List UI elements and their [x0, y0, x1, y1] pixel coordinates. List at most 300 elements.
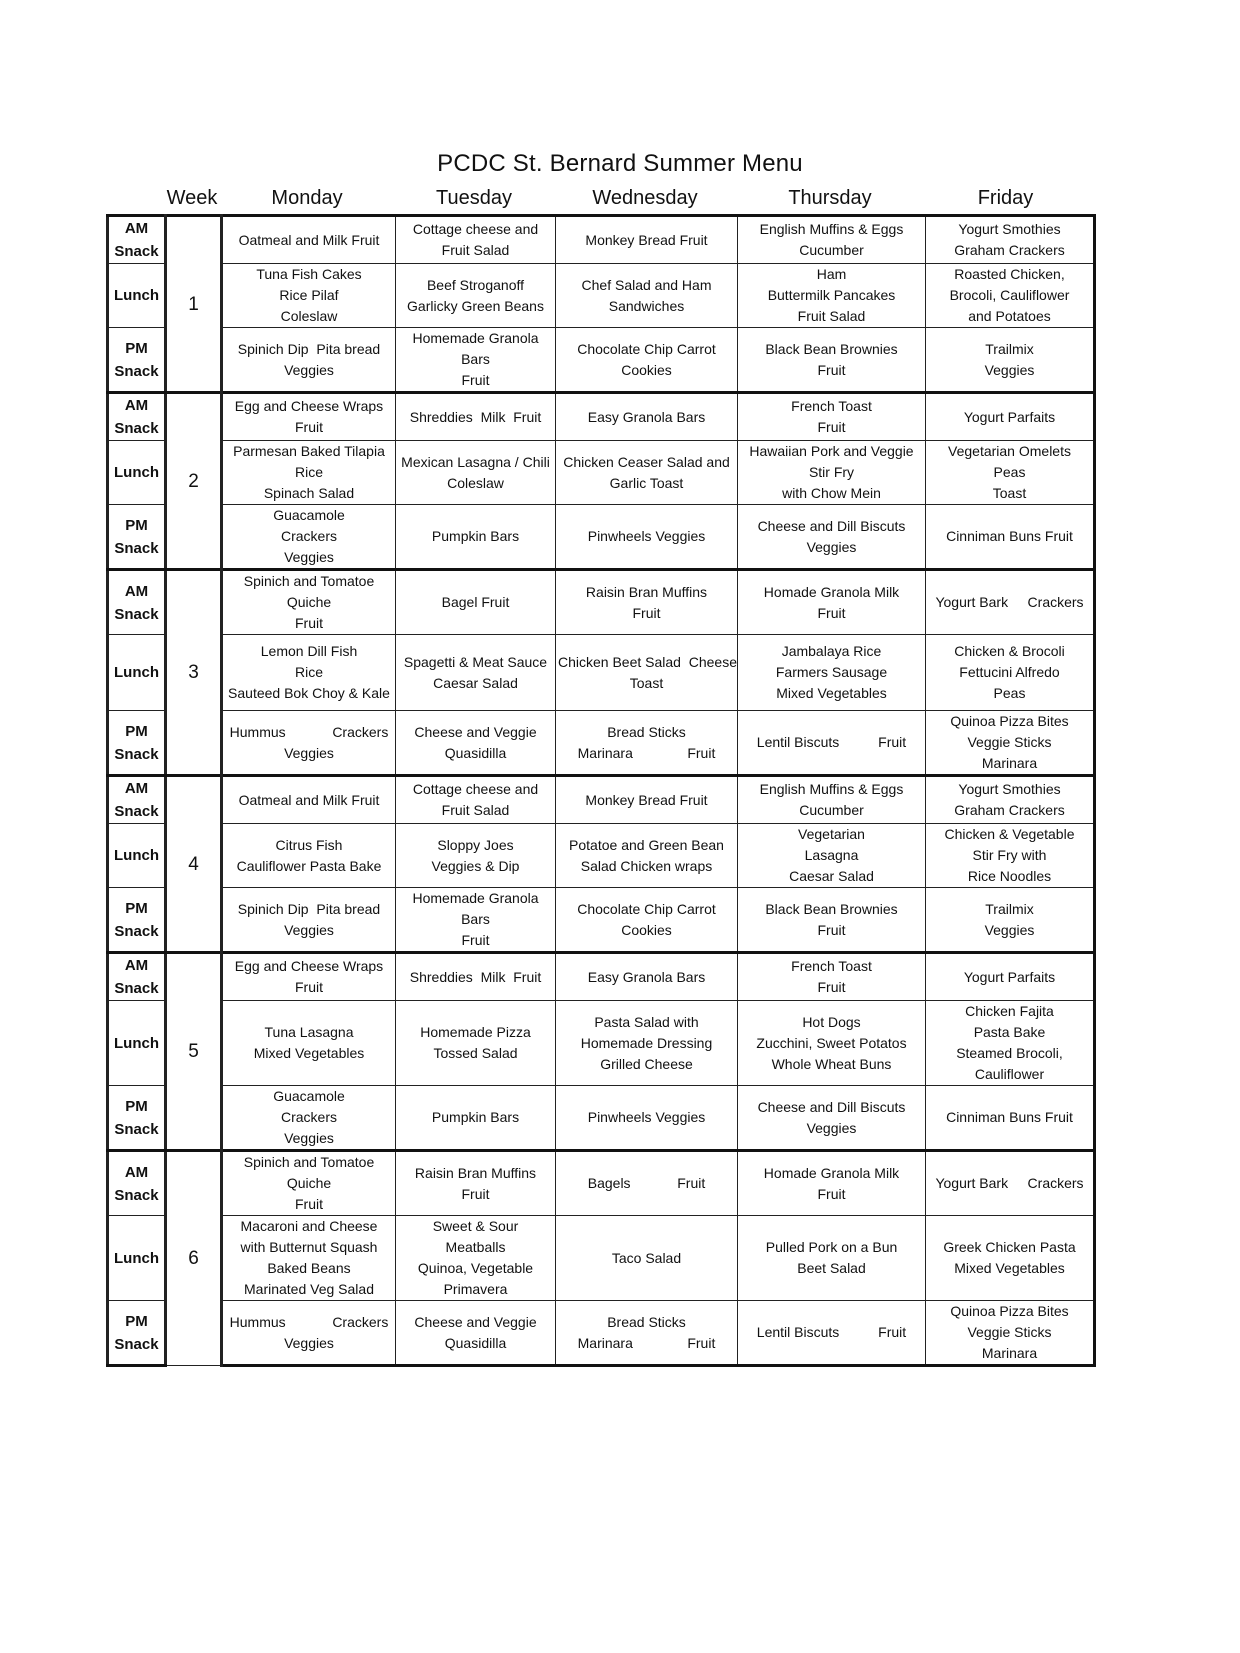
menu-item-line: Fruit — [817, 604, 846, 621]
header-wednesday: Wednesday — [592, 187, 698, 209]
menu-item-line: Veggies — [984, 921, 1035, 938]
menu-item-line: Whole Wheat Buns — [771, 1055, 892, 1072]
menu-cell-monday — [222, 441, 396, 505]
menu-item-line: Baked Beans — [267, 1260, 351, 1276]
week-number: 6 — [166, 1151, 222, 1366]
menu-item-line: Rice — [294, 664, 323, 680]
menu-item-line: Beef Stroganoff — [426, 276, 525, 293]
menu-item-line: Veggie Sticks — [967, 734, 1052, 750]
menu-item-line: Quiche — [286, 594, 332, 610]
menu-item-line: Mixed Vegetables — [776, 685, 887, 701]
menu-item-line: Cheese and Dill Biscuts — [757, 517, 906, 534]
meal-label-line: PM — [125, 899, 148, 917]
menu-item-line: Salad Chicken wraps — [580, 857, 713, 874]
menu-item-line: English Muffins & Eggs — [759, 221, 904, 237]
menu-cell-wednesday — [556, 888, 738, 953]
menu-item-line: Bagels Fruit — [587, 1175, 706, 1191]
menu-item-line: Quinoa Pizza Bites — [950, 1303, 1069, 1319]
menu-row — [108, 776, 1095, 824]
header-monday: Monday — [271, 187, 343, 209]
menu-row — [108, 505, 1095, 570]
menu-item-line: Potatoe and Green Bean — [569, 836, 724, 853]
week-number: 3 — [166, 570, 222, 776]
header-friday: Friday — [977, 187, 1034, 209]
menu-cell-friday — [926, 824, 1095, 888]
menu-cell-friday — [926, 1001, 1095, 1086]
menu-item-line: Veggies — [984, 361, 1035, 378]
menu-cell-friday — [926, 635, 1095, 711]
menu-cell-wednesday — [556, 264, 738, 328]
menu-item-line: Sandwiches — [608, 297, 685, 314]
menu-cell-thursday — [738, 776, 926, 824]
menu-item-line: Veggies — [284, 361, 334, 378]
menu-cell-tuesday — [396, 1001, 556, 1086]
menu-item-line: Shreddies Milk Fruit — [409, 968, 542, 985]
menu-cell-monday — [222, 216, 396, 264]
meal-label-am-snack — [108, 393, 166, 441]
menu-cell-friday — [926, 1086, 1095, 1151]
menu-item-line: Lentil Biscuts Fruit — [756, 734, 907, 750]
menu-item-line: Oatmeal and Milk Fruit — [238, 231, 380, 248]
menu-item-line: Cinniman Buns Fruit — [946, 1109, 1073, 1125]
menu-item-line: Quinoa, Vegetable — [417, 1260, 534, 1276]
menu-item-line: Cheese and Dill Biscuts — [757, 1098, 906, 1115]
menu-cell-monday — [222, 393, 396, 441]
menu-item-line: Veggies — [284, 1130, 334, 1146]
menu-item-line: Hummus Crackers — [229, 723, 389, 740]
menu-item-line: Fruit — [632, 604, 661, 621]
page-title: PCDC St. Bernard Summer Menu — [437, 150, 803, 177]
menu-item-line: Steamed Brocoli, — [956, 1045, 1063, 1061]
menu-item-line: Vegetarian — [798, 826, 865, 842]
meal-label-am-snack — [108, 776, 166, 824]
menu-item-line: Quasidilla — [444, 1334, 507, 1351]
menu-item-line: Cinniman Buns Fruit — [946, 528, 1073, 544]
menu-item-line: Fruit — [817, 419, 846, 435]
menu-row — [108, 711, 1095, 776]
menu-row — [108, 328, 1095, 393]
meal-label-lunch — [108, 1216, 166, 1301]
menu-row — [108, 570, 1095, 635]
menu-item-line: Toast — [992, 485, 1027, 501]
menu-cell-tuesday — [396, 441, 556, 505]
menu-item-line: Marinara Fruit — [577, 744, 716, 761]
menu-item-line: Cheese and Veggie — [414, 1313, 537, 1330]
menu-item-line: Yogurt Parfaits — [963, 408, 1056, 425]
menu-cell-thursday — [738, 1301, 926, 1366]
menu-cell-tuesday — [396, 1151, 556, 1216]
meal-label-line: Snack — [114, 980, 159, 997]
meal-label-am-snack — [108, 216, 166, 264]
menu-item-line: Grilled Cheese — [600, 1055, 693, 1072]
menu-row — [108, 441, 1095, 505]
menu-item-line: Veggies — [284, 549, 334, 565]
menu-item-line: Guacamole — [273, 507, 345, 523]
menu-item-line: Sauteed Bok Choy & Kale — [228, 685, 390, 701]
menu-item-line: Veggies — [806, 538, 857, 555]
menu-item-line: with Chow Mein — [782, 485, 881, 501]
menu-item-line: Peas — [993, 685, 1026, 701]
menu-item-line: Raisin Bran Muffins — [585, 583, 708, 600]
menu-item-line: Veggies — [284, 921, 334, 938]
meal-label-pm-snack — [108, 711, 166, 776]
menu-item-line: Fruit — [817, 921, 846, 938]
meal-label-line: Snack — [114, 420, 159, 437]
menu-cell-monday — [222, 505, 396, 570]
menu-item-line: Toast — [629, 674, 664, 691]
menu-row — [108, 824, 1095, 888]
menu-cell-monday — [222, 1216, 396, 1301]
menu-cell-thursday — [738, 393, 926, 441]
menu-item-line: Cauliflower Pasta Bake — [236, 857, 382, 874]
menu-item-line: Primavera — [443, 1281, 508, 1297]
menu-item-line: Taco Salad — [611, 1249, 682, 1266]
menu-item-line: Yogurt Bark Crackers — [935, 1175, 1084, 1191]
menu-cell-monday — [222, 1086, 396, 1151]
menu-cell-monday — [222, 1301, 396, 1366]
menu-item-line: Homemade Granola — [412, 890, 539, 906]
header-week: Week — [166, 187, 218, 209]
menu-item-line: Rice Noodles — [967, 868, 1052, 884]
menu-item-line: Hot Dogs — [802, 1013, 861, 1030]
menu-item-line: Buttermilk Pancakes — [767, 287, 896, 303]
menu-cell-thursday — [738, 505, 926, 570]
menu-cell-tuesday — [396, 1301, 556, 1366]
menu-item-line: Fruit — [295, 1196, 323, 1212]
meal-label-lunch — [108, 1001, 166, 1086]
menu-item-line: Chef Salad and Ham — [581, 276, 712, 293]
menu-item-line: Graham Crackers — [954, 242, 1065, 258]
menu-row — [108, 953, 1095, 1001]
meal-label-line: Lunch — [114, 1249, 159, 1267]
menu-item-line: Marinara — [981, 1345, 1038, 1361]
menu-cell-thursday — [738, 824, 926, 888]
menu-cell-thursday — [738, 1086, 926, 1151]
menu-item-line: Bread Sticks — [607, 723, 686, 740]
meal-label-am-snack — [108, 953, 166, 1001]
menu-item-line: Mexican Lasagna / Chili — [401, 453, 550, 470]
menu-item-line: Jambalaya Rice — [781, 643, 882, 659]
menu-cell-friday — [926, 570, 1095, 635]
menu-cell-wednesday — [556, 216, 738, 264]
menu-cell-tuesday — [396, 393, 556, 441]
menu-item-line: Chicken & Vegetable — [944, 826, 1075, 842]
menu-item-line: and Potatoes — [968, 308, 1051, 324]
menu-item-line: Coleslaw — [280, 308, 338, 324]
menu-item-line: Ham — [816, 266, 847, 282]
menu-item-line: Coleslaw — [447, 474, 504, 491]
menu-item-line: Sloppy Joes — [437, 836, 514, 853]
meal-label-line: Snack — [114, 362, 159, 380]
menu-cell-wednesday — [556, 393, 738, 441]
menu-item-line: Fettucini Alfredo — [959, 664, 1060, 680]
menu-cell-friday — [926, 711, 1095, 776]
menu-cell-thursday — [738, 216, 926, 264]
menu-item-line: Fruit — [461, 1185, 490, 1202]
meal-label-line: Snack — [114, 803, 159, 820]
menu-item-line: Zucchini, Sweet Potatos — [756, 1034, 907, 1051]
menu-item-line: Roasted Chicken, — [954, 266, 1065, 282]
meal-label-pm-snack — [108, 888, 166, 953]
menu-item-line: Chicken Ceaser Salad and — [563, 453, 730, 470]
menu-row — [108, 1001, 1095, 1086]
menu-item-line: Spinich and Tomatoe — [243, 573, 375, 589]
menu-item-line: Peas — [993, 464, 1026, 480]
menu-item-line: Spinich Dip Pita bread — [237, 340, 381, 357]
menu-item-line: Garlicky Green Beans — [407, 297, 544, 314]
menu-cell-monday — [222, 635, 396, 711]
menu-item-line: Crackers — [280, 1109, 337, 1125]
menu-item-line: Brocoli, Cauliflower — [949, 287, 1070, 303]
menu-cell-monday — [222, 1151, 396, 1216]
meal-label-line: PM — [125, 1312, 148, 1330]
menu-cell-wednesday — [556, 441, 738, 505]
menu-item-line: Spinach Salad — [263, 485, 355, 501]
menu-item-line: Cottage cheese and — [412, 781, 539, 797]
menu-cell-thursday — [738, 711, 926, 776]
meal-label-lunch — [108, 441, 166, 505]
menu-item-line: Hawaiian Pork and Veggie — [749, 443, 914, 459]
menu-cell-friday — [926, 1216, 1095, 1301]
menu-cell-friday — [926, 216, 1095, 264]
meal-label-line: AM — [124, 397, 149, 414]
menu-cell-wednesday — [556, 1001, 738, 1086]
menu-item-line: French Toast — [791, 398, 872, 414]
menu-item-line: Raisin Bran Muffins — [414, 1164, 537, 1181]
menu-item-line: Caesar Salad — [433, 674, 518, 691]
menu-row — [108, 888, 1095, 953]
menu-cell-tuesday — [396, 216, 556, 264]
meal-label-line: Snack — [114, 243, 159, 260]
menu-item-line: Caesar Salad — [789, 868, 874, 884]
menu-item-line: Quiche — [286, 1175, 332, 1191]
menu-cell-friday — [926, 505, 1095, 570]
menu-item-line: Bars — [461, 351, 490, 367]
menu-item-line: Fruit Salad — [441, 802, 510, 818]
menu-cell-friday — [926, 1301, 1095, 1366]
menu-cell-thursday — [738, 953, 926, 1001]
menu-cell-monday — [222, 264, 396, 328]
meal-label-line: Lunch — [114, 1034, 159, 1052]
meal-label-line: PM — [125, 339, 148, 357]
menu-cell-tuesday — [396, 953, 556, 1001]
menu-item-line: Cauliflower — [974, 1066, 1045, 1082]
menu-cell-thursday — [738, 328, 926, 393]
menu-item-line: Meatballs — [445, 1239, 506, 1255]
menu-item-line: Fruit Salad — [797, 308, 866, 324]
meal-label-lunch — [108, 635, 166, 711]
menu-cell-thursday — [738, 1151, 926, 1216]
menu-cell-wednesday — [556, 953, 738, 1001]
menu-cell-monday — [222, 888, 396, 953]
menu-item-line: Citrus Fish — [275, 836, 343, 853]
menu-cell-tuesday — [396, 328, 556, 393]
menu-item-line: Veggie Sticks — [967, 1324, 1052, 1340]
menu-item-line: Egg and Cheese Wraps — [234, 958, 384, 974]
menu-item-line: Marinated Veg Salad — [244, 1281, 374, 1297]
menu-item-line: Lentil Biscuts Fruit — [756, 1324, 907, 1340]
menu-item-line: Mixed Vegetables — [253, 1045, 365, 1061]
menu-cell-tuesday — [396, 776, 556, 824]
menu-cell-wednesday — [556, 635, 738, 711]
menu-item-line: French Toast — [791, 958, 872, 974]
menu-item-line: Cookies — [621, 361, 672, 378]
menu-item-line: Quasidilla — [444, 744, 507, 761]
menu-item-line: Fruit Salad — [441, 242, 510, 258]
menu-cell-thursday — [738, 441, 926, 505]
menu-cell-tuesday — [396, 505, 556, 570]
meal-label-line: Snack — [114, 1186, 159, 1204]
menu-cell-tuesday — [396, 888, 556, 953]
menu-item-line: Rice — [294, 464, 323, 480]
menu-cell-tuesday — [396, 570, 556, 635]
meal-label-line: AM — [124, 1163, 149, 1181]
meal-label-line: AM — [124, 957, 149, 974]
meal-label-line: AM — [124, 220, 149, 237]
menu-item-line: Spinich and Tomatoe — [243, 1154, 375, 1170]
menu-row — [108, 635, 1095, 711]
menu-item-line: Garlic Toast — [609, 474, 684, 491]
menu-item-line: Monkey Bread Fruit — [585, 231, 708, 248]
meal-label-line: Snack — [114, 922, 159, 940]
meal-label-line: Lunch — [114, 664, 159, 681]
menu-item-line: Tossed Salad — [433, 1045, 518, 1061]
menu-cell-monday — [222, 1001, 396, 1086]
meal-label-line: Snack — [114, 745, 159, 763]
menu-item-line: Graham Crackers — [954, 802, 1065, 818]
header-tuesday: Tuesday — [436, 187, 512, 209]
menu-item-line: Bagel Fruit — [441, 594, 510, 610]
meal-label-line: AM — [124, 582, 149, 600]
menu-item-line: Marinara — [981, 755, 1038, 771]
menu-item-line: Oatmeal and Milk Fruit — [238, 791, 380, 808]
menu-cell-tuesday — [396, 1086, 556, 1151]
meal-label-lunch — [108, 264, 166, 328]
menu-item-line: Pumpkin Bars — [431, 528, 520, 544]
menu-cell-friday — [926, 264, 1095, 328]
menu-item-line: Rice Pilaf — [279, 287, 339, 303]
menu-item-line: Fruit — [817, 1185, 846, 1202]
meal-label-am-snack — [108, 570, 166, 635]
menu-table — [106, 214, 1096, 1367]
menu-item-line: Cucumber — [799, 802, 864, 818]
menu-cell-wednesday — [556, 711, 738, 776]
menu-row — [108, 1301, 1095, 1366]
week-number: 2 — [166, 393, 222, 570]
menu-cell-friday — [926, 441, 1095, 505]
menu-cell-wednesday — [556, 1216, 738, 1301]
menu-item-line: Veggies — [284, 744, 334, 761]
menu-cell-friday — [926, 888, 1095, 953]
meal-label-line: AM — [124, 780, 149, 797]
meal-label-line: PM — [125, 1097, 148, 1115]
menu-item-line: Spagetti & Meat Sauce — [403, 653, 548, 670]
menu-item-line: Sweet & Sour — [432, 1218, 519, 1234]
menu-item-line: Veggies — [284, 1334, 334, 1351]
menu-row — [108, 1086, 1095, 1151]
menu-cell-wednesday — [556, 824, 738, 888]
menu-cell-thursday — [738, 635, 926, 711]
menu-item-line: Chocolate Chip Carrot — [577, 900, 716, 917]
menu-cell-friday — [926, 328, 1095, 393]
menu-cell-friday — [926, 393, 1095, 441]
menu-item-line: Bars — [461, 911, 490, 927]
menu-row — [108, 264, 1095, 328]
menu-item-line: Trailmix — [985, 900, 1034, 917]
menu-item-line: Cheese and Veggie — [414, 723, 537, 740]
menu-item-line: with Butternut Squash — [240, 1239, 378, 1255]
menu-item-line: Cookies — [621, 921, 672, 938]
menu-item-line: Bread Sticks — [607, 1313, 686, 1330]
menu-item-line: Homemade Granola — [412, 330, 539, 346]
menu-item-line: Monkey Bread Fruit — [585, 791, 708, 808]
menu-item-line: Easy Granola Bars — [587, 408, 706, 425]
header-thursday: Thursday — [788, 187, 872, 209]
menu-item-line: Marinara Fruit — [577, 1334, 716, 1351]
menu-cell-thursday — [738, 264, 926, 328]
meal-label-pm-snack — [108, 505, 166, 570]
menu-item-line: Pumpkin Bars — [431, 1109, 520, 1125]
menu-item-line: Homemade Pizza — [420, 1024, 531, 1040]
menu-item-line: Spinich Dip Pita bread — [237, 900, 381, 917]
menu-row — [108, 1151, 1095, 1216]
menu-item-line: Fruit — [817, 979, 846, 995]
meal-label-line: Lunch — [114, 287, 159, 304]
menu-item-line: Pulled Pork on a Bun — [765, 1239, 898, 1255]
menu-item-line: Tuna Fish Cakes — [256, 266, 362, 282]
menu-item-line: Stir Fry — [808, 464, 855, 480]
menu-item-line: Tuna Lasagna — [264, 1024, 354, 1040]
menu-row — [108, 393, 1095, 441]
meal-label-pm-snack — [108, 328, 166, 393]
menu-item-line: Chicken & Brocoli — [954, 643, 1065, 659]
menu-row — [108, 216, 1095, 264]
menu-cell-friday — [926, 953, 1095, 1001]
menu-cell-monday — [222, 824, 396, 888]
menu-item-line: Shreddies Milk Fruit — [409, 408, 542, 425]
menu-item-line: Quinoa Pizza Bites — [950, 713, 1069, 729]
menu-item-line: Easy Granola Bars — [587, 968, 706, 985]
menu-cell-wednesday — [556, 1086, 738, 1151]
menu-item-line: Pasta Salad with — [594, 1013, 699, 1030]
menu-item-line: Fruit — [461, 932, 490, 948]
menu-item-line: Fruit — [295, 979, 323, 995]
menu-cell-monday — [222, 328, 396, 393]
menu-cell-tuesday — [396, 264, 556, 328]
menu-item-line: Greek Chicken Pasta — [943, 1239, 1076, 1255]
menu-item-line: Macaroni and Cheese — [240, 1218, 378, 1234]
menu-item-line: Yogurt Parfaits — [963, 968, 1056, 985]
week-number: 5 — [166, 953, 222, 1151]
menu-item-line: Farmers Sausage — [775, 664, 888, 680]
menu-item-line: Black Bean Brownies — [765, 340, 898, 357]
menu-item-line: Egg and Cheese Wraps — [234, 398, 384, 414]
menu-item-line: Stir Fry with — [972, 847, 1047, 863]
menu-item-line: Yogurt Bark Crackers — [935, 594, 1084, 610]
menu-cell-tuesday — [396, 824, 556, 888]
meal-label-line: Snack — [114, 1335, 159, 1353]
menu-item-line: Fruit — [295, 615, 323, 631]
meal-label-line: Snack — [114, 1120, 159, 1138]
menu-item-line: Hummus Crackers — [229, 1313, 389, 1330]
menu-item-line: Pasta Bake — [973, 1024, 1046, 1040]
menu-cell-friday — [926, 776, 1095, 824]
menu-cell-monday — [222, 776, 396, 824]
menu-cell-thursday — [738, 1216, 926, 1301]
menu-item-line: Homemade Dressing — [580, 1034, 713, 1051]
menu-cell-tuesday — [396, 711, 556, 776]
week-number: 4 — [166, 776, 222, 953]
